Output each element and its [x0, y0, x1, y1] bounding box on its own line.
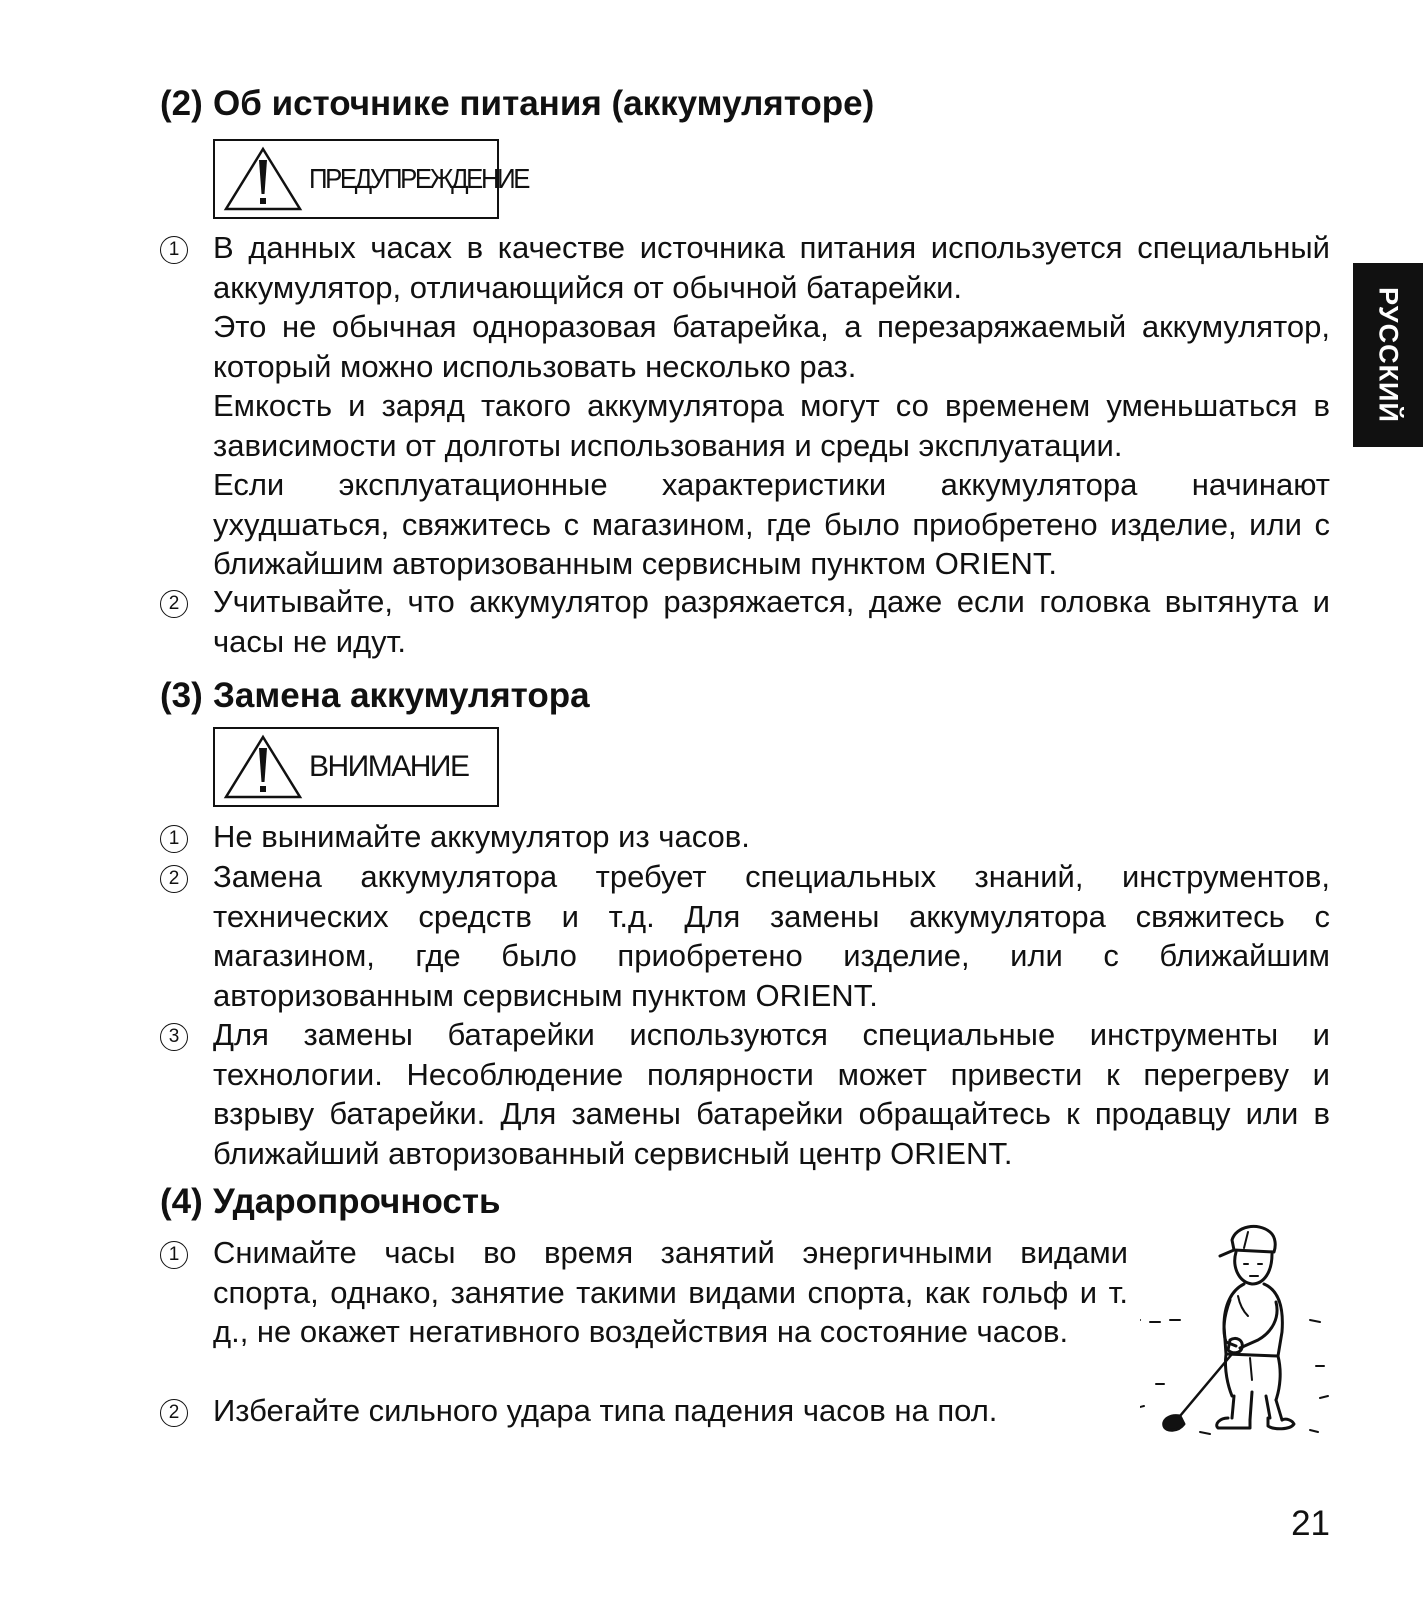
list-item: [160, 1391, 1128, 1431]
section-heading-power-source: [160, 84, 874, 124]
warning-triangle-icon: [223, 146, 303, 212]
paragraph: Если эксплуатационные характеристики аккумулятора начинают ухудшаться, свяжитесь с магазином, где было приобретено изделие, или с ближайшим авторизованным сервисным пунктом ORIENT.: [213, 467, 1330, 581]
list-item: [160, 1015, 1330, 1173]
warning-label: ПРЕДУПРЕЖДЕНИЕ: [309, 163, 529, 194]
paragraph: Это не обычная одноразовая батарейка, а перезаряжаемый аккумулятор, который можно использовать несколько раз.: [213, 309, 1330, 384]
circled-number: 2: [160, 1399, 188, 1427]
circled-number: 1: [160, 825, 188, 853]
list-item: [160, 228, 1330, 584]
list-item: [160, 582, 1330, 661]
warning-notice-box: [213, 139, 529, 219]
circled-number: 2: [160, 865, 188, 893]
list-item: [160, 817, 1330, 857]
paragraph: Емкость и заряд такого аккумулятора могут со временем уменьшаться в зависимости от долготы использования и среды эксплуатации.: [213, 388, 1330, 463]
paragraph: Замена аккумулятора требует специальных знаний, инструментов, технических средств и т.д. Для замены аккумулятора свяжитесь с магазином, где было приобретено изделие, или с ближайшим авторизованным сервисным пунктом ORIENT.: [213, 859, 1330, 1013]
paragraph: Не вынимайте аккумулятор из часов.: [213, 819, 750, 854]
golfer-illustration: [1140, 1220, 1340, 1460]
section-title: Ударопрочность: [213, 1182, 501, 1221]
circled-number: 1: [160, 236, 188, 264]
section-number: (2): [160, 84, 203, 123]
paragraph: В данных часах в качестве источника питания используется специальный аккумулятор, отличающийся от обычной батарейки.: [213, 230, 1330, 305]
paragraph: Снимайте часы во время занятий энергичными видами спорта, однако, занятие такими видами спорта, как гольф и т. д., не окажет негативного воздействия на состояние часов.: [213, 1235, 1128, 1349]
section-title: Замена аккумулятора: [213, 676, 590, 715]
circled-number: 3: [160, 1023, 188, 1051]
section-heading-shock-resistance: [160, 1182, 501, 1222]
paragraph: Избегайте сильного удара типа падения часов на пол.: [213, 1393, 998, 1428]
paragraph: Учитывайте, что аккумулятор разряжается, даже если головка вытянута и часы не идут.: [213, 584, 1330, 659]
warning-triangle-icon: [223, 734, 303, 800]
list-item: [160, 857, 1330, 1015]
paragraph: Для замены батарейки используются специальные инструменты и технологии. Несоблюдение полярности может привести к перегреву и взрыву батарейки. Для замены батарейки обращайтесь к продавцу или в ближайший авторизованный сервисный центр ORIENT.: [213, 1017, 1330, 1171]
language-side-tab: [1353, 263, 1423, 447]
section-number: (3): [160, 676, 203, 715]
section-heading-battery-replacement: [160, 676, 590, 716]
section-title: Об источнике питания (аккумуляторе): [213, 84, 875, 123]
caution-notice-box: [213, 727, 499, 807]
list-item: [160, 1233, 1128, 1352]
page-number: 21: [1291, 1504, 1330, 1543]
circled-number: 2: [160, 590, 188, 618]
language-label: РУССКИЙ: [1373, 287, 1404, 423]
circled-number: 1: [160, 1241, 188, 1269]
caution-label: ВНИМАНИЕ: [309, 750, 469, 783]
section-number: (4): [160, 1182, 203, 1221]
